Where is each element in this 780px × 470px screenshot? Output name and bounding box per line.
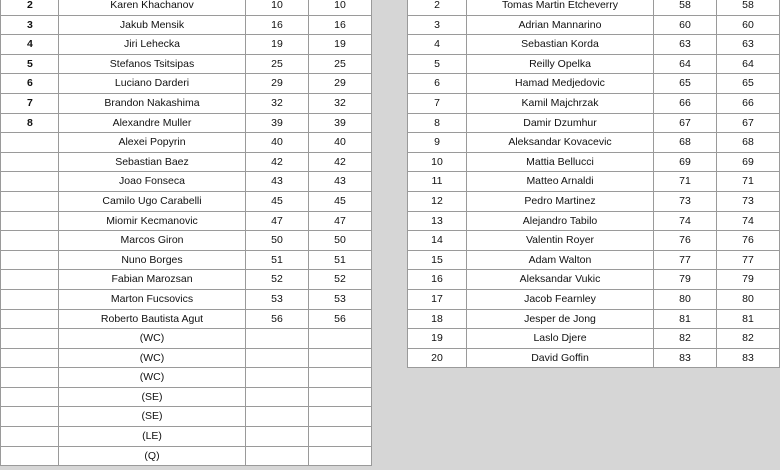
table-row (408, 309, 780, 329)
table-row (408, 191, 780, 211)
table-row (408, 113, 780, 133)
seed-cell: 5 (1, 54, 59, 74)
table-row (1, 289, 372, 309)
ranking-cell: 74 (654, 211, 717, 231)
player-name-cell: Aleksandar Kovacevic (467, 133, 654, 153)
table-row (1, 152, 372, 172)
entry-list-body (1, 0, 372, 466)
table-row (1, 250, 372, 270)
ranking-cell: 65 (717, 74, 780, 94)
alternates-body (408, 0, 780, 368)
table-row (408, 231, 780, 251)
ranking-cell: 53 (309, 289, 372, 309)
ranking-cell: 58 (654, 0, 717, 15)
player-name-cell: (Q) (59, 446, 246, 466)
ranking-cell: 40 (309, 133, 372, 153)
ranking-cell: 56 (309, 309, 372, 329)
ranking-cell (246, 446, 309, 466)
player-name-cell: Marton Fucsovics (59, 289, 246, 309)
player-name-cell: Sebastian Korda (467, 35, 654, 55)
seed-cell (1, 250, 59, 270)
ranking-cell: 82 (654, 329, 717, 349)
player-name-cell: (LE) (59, 427, 246, 447)
ranking-cell: 32 (246, 93, 309, 113)
player-name-cell: David Goffin (467, 348, 654, 368)
player-name-cell: (SE) (59, 387, 246, 407)
ranking-cell: 67 (654, 113, 717, 133)
ranking-cell: 74 (717, 211, 780, 231)
position-cell: 16 (408, 270, 467, 290)
player-name-cell: Alexei Popyrin (59, 133, 246, 153)
ranking-cell: 82 (717, 329, 780, 349)
ranking-cell: 69 (654, 152, 717, 172)
table-row (408, 152, 780, 172)
ranking-cell: 52 (309, 270, 372, 290)
player-name-cell: Joao Fonseca (59, 172, 246, 192)
position-cell: 8 (408, 113, 467, 133)
table-row (408, 133, 780, 153)
position-cell: 15 (408, 250, 467, 270)
ranking-cell: 66 (717, 93, 780, 113)
ranking-cell: 73 (654, 191, 717, 211)
seed-cell (1, 427, 59, 447)
player-name-cell: (WC) (59, 368, 246, 388)
ranking-cell: 63 (717, 35, 780, 55)
table-row (1, 15, 372, 35)
ranking-cell: 68 (654, 133, 717, 153)
player-name-cell: Nuno Borges (59, 250, 246, 270)
player-name-cell: (WC) (59, 348, 246, 368)
table-row (408, 172, 780, 192)
table-row (1, 35, 372, 55)
player-name-cell: (WC) (59, 329, 246, 349)
ranking-cell: 80 (654, 289, 717, 309)
seed-cell (1, 446, 59, 466)
seed-cell: 7 (1, 93, 59, 113)
table-row (408, 74, 780, 94)
seed-cell (1, 133, 59, 153)
ranking-cell: 16 (309, 15, 372, 35)
player-name-cell: Alexandre Muller (59, 113, 246, 133)
position-cell: 5 (408, 54, 467, 74)
table-row (408, 35, 780, 55)
table-row (408, 54, 780, 74)
table-row (408, 250, 780, 270)
position-cell: 2 (408, 0, 467, 15)
ranking-cell: 68 (717, 133, 780, 153)
seed-cell (1, 329, 59, 349)
ranking-cell: 71 (717, 172, 780, 192)
ranking-cell: 73 (717, 191, 780, 211)
ranking-cell: 47 (309, 211, 372, 231)
player-name-cell: Marcos Giron (59, 231, 246, 251)
player-name-cell: Tomas Martin Etcheverry (467, 0, 654, 15)
ranking-cell (246, 368, 309, 388)
ranking-cell (246, 348, 309, 368)
player-name-cell: Jacob Fearnley (467, 289, 654, 309)
player-name-cell: Luciano Darderi (59, 74, 246, 94)
position-cell: 6 (408, 74, 467, 94)
ranking-cell: 64 (654, 54, 717, 74)
ranking-cell: 67 (717, 113, 780, 133)
ranking-cell: 45 (246, 191, 309, 211)
ranking-cell (309, 446, 372, 466)
player-name-cell: Reilly Opelka (467, 54, 654, 74)
player-name-cell: Valentin Royer (467, 231, 654, 251)
seed-cell (1, 231, 59, 251)
table-row (1, 133, 372, 153)
seed-cell: 3 (1, 15, 59, 35)
position-cell: 7 (408, 93, 467, 113)
ranking-cell: 25 (309, 54, 372, 74)
player-name-cell: Fabian Marozsan (59, 270, 246, 290)
table-row (1, 0, 372, 15)
ranking-cell: 45 (309, 191, 372, 211)
ranking-cell: 40 (246, 133, 309, 153)
player-name-cell: Aleksandar Vukic (467, 270, 654, 290)
ranking-cell: 43 (309, 172, 372, 192)
player-name-cell: Mattia Bellucci (467, 152, 654, 172)
entry-list-table (0, 0, 372, 466)
table-row (408, 93, 780, 113)
position-cell: 20 (408, 348, 467, 368)
ranking-cell: 60 (717, 15, 780, 35)
position-cell: 4 (408, 35, 467, 55)
player-name-cell: Damir Dzumhur (467, 113, 654, 133)
seed-cell (1, 289, 59, 309)
player-name-cell: Camilo Ugo Carabelli (59, 191, 246, 211)
table-row (1, 113, 372, 133)
ranking-cell: 69 (717, 152, 780, 172)
ranking-cell: 77 (654, 250, 717, 270)
ranking-cell: 25 (246, 54, 309, 74)
position-cell: 3 (408, 15, 467, 35)
player-name-cell: (SE) (59, 407, 246, 427)
ranking-cell (309, 329, 372, 349)
player-name-cell: Adam Walton (467, 250, 654, 270)
table-row (408, 270, 780, 290)
position-cell: 14 (408, 231, 467, 251)
table-row (1, 348, 372, 368)
table-row (1, 211, 372, 231)
ranking-cell: 51 (246, 250, 309, 270)
ranking-cell: 83 (717, 348, 780, 368)
ranking-cell: 29 (246, 74, 309, 94)
player-name-cell: Kamil Majchrzak (467, 93, 654, 113)
ranking-cell: 53 (246, 289, 309, 309)
player-name-cell: Pedro Martinez (467, 191, 654, 211)
ranking-cell: 81 (654, 309, 717, 329)
ranking-cell: 83 (654, 348, 717, 368)
ranking-cell (309, 427, 372, 447)
ranking-cell (246, 329, 309, 349)
ranking-cell: 63 (654, 35, 717, 55)
player-name-cell: Stefanos Tsitsipas (59, 54, 246, 74)
seed-cell: 6 (1, 74, 59, 94)
ranking-cell: 32 (309, 93, 372, 113)
table-row (1, 387, 372, 407)
table-row (1, 231, 372, 251)
player-name-cell: Sebastian Baez (59, 152, 246, 172)
table-row (1, 427, 372, 447)
seed-cell (1, 191, 59, 211)
table-row (408, 0, 780, 15)
ranking-cell: 79 (654, 270, 717, 290)
ranking-cell: 42 (246, 152, 309, 172)
ranking-cell (246, 427, 309, 447)
seed-cell (1, 270, 59, 290)
ranking-cell: 79 (717, 270, 780, 290)
ranking-cell (246, 407, 309, 427)
position-cell: 18 (408, 309, 467, 329)
player-name-cell: Laslo Djere (467, 329, 654, 349)
player-name-cell: Adrian Mannarino (467, 15, 654, 35)
ranking-cell: 50 (309, 231, 372, 251)
ranking-cell: 16 (246, 15, 309, 35)
ranking-cell: 64 (717, 54, 780, 74)
table-row (1, 270, 372, 290)
ranking-cell: 66 (654, 93, 717, 113)
player-name-cell: Hamad Medjedovic (467, 74, 654, 94)
table-row (1, 309, 372, 329)
position-cell: 12 (408, 191, 467, 211)
table-row (408, 348, 780, 368)
seed-cell: 8 (1, 113, 59, 133)
seed-cell (1, 152, 59, 172)
table-row (408, 289, 780, 309)
player-name-cell: Brandon Nakashima (59, 93, 246, 113)
ranking-cell: 47 (246, 211, 309, 231)
table-row (1, 54, 372, 74)
ranking-cell (309, 368, 372, 388)
ranking-cell: 81 (717, 309, 780, 329)
player-name-cell: Karen Khachanov (59, 0, 246, 15)
seed-cell: 2 (1, 0, 59, 15)
ranking-cell: 65 (654, 74, 717, 94)
player-name-cell: Jiri Lehecka (59, 35, 246, 55)
ranking-cell: 52 (246, 270, 309, 290)
seed-cell (1, 309, 59, 329)
seed-cell (1, 172, 59, 192)
ranking-cell: 50 (246, 231, 309, 251)
player-name-cell: Jesper de Jong (467, 309, 654, 329)
ranking-cell: 71 (654, 172, 717, 192)
ranking-cell: 29 (309, 74, 372, 94)
ranking-cell: 19 (246, 35, 309, 55)
ranking-cell: 80 (717, 289, 780, 309)
ranking-cell: 58 (717, 0, 780, 15)
ranking-cell: 51 (309, 250, 372, 270)
ranking-cell: 39 (246, 113, 309, 133)
ranking-cell: 10 (246, 0, 309, 15)
position-cell: 11 (408, 172, 467, 192)
ranking-cell (309, 407, 372, 427)
seed-cell (1, 407, 59, 427)
ranking-cell: 43 (246, 172, 309, 192)
table-row (1, 93, 372, 113)
ranking-cell: 10 (309, 0, 372, 15)
player-name-cell: Jakub Mensik (59, 15, 246, 35)
position-cell: 19 (408, 329, 467, 349)
ranking-cell: 19 (309, 35, 372, 55)
seed-cell (1, 387, 59, 407)
position-cell: 9 (408, 133, 467, 153)
seed-cell: 4 (1, 35, 59, 55)
ranking-cell: 39 (309, 113, 372, 133)
ranking-cell (309, 348, 372, 368)
position-cell: 17 (408, 289, 467, 309)
ranking-cell: 76 (717, 231, 780, 251)
alternates-table (407, 0, 780, 368)
ranking-cell: 77 (717, 250, 780, 270)
player-name-cell: Alejandro Tabilo (467, 211, 654, 231)
table-row (1, 191, 372, 211)
table-row (408, 329, 780, 349)
ranking-cell: 56 (246, 309, 309, 329)
position-cell: 10 (408, 152, 467, 172)
ranking-cell: 76 (654, 231, 717, 251)
table-row (408, 15, 780, 35)
table-row (1, 172, 372, 192)
ranking-cell: 42 (309, 152, 372, 172)
ranking-cell (309, 387, 372, 407)
seed-cell (1, 368, 59, 388)
table-row (1, 407, 372, 427)
position-cell: 13 (408, 211, 467, 231)
table-row (1, 329, 372, 349)
table-row (1, 74, 372, 94)
ranking-cell: 60 (654, 15, 717, 35)
seed-cell (1, 211, 59, 231)
player-name-cell: Matteo Arnaldi (467, 172, 654, 192)
ranking-cell (246, 387, 309, 407)
table-row (408, 211, 780, 231)
player-name-cell: Roberto Bautista Agut (59, 309, 246, 329)
table-row (1, 368, 372, 388)
seed-cell (1, 348, 59, 368)
table-row (1, 446, 372, 466)
player-name-cell: Miomir Kecmanovic (59, 211, 246, 231)
